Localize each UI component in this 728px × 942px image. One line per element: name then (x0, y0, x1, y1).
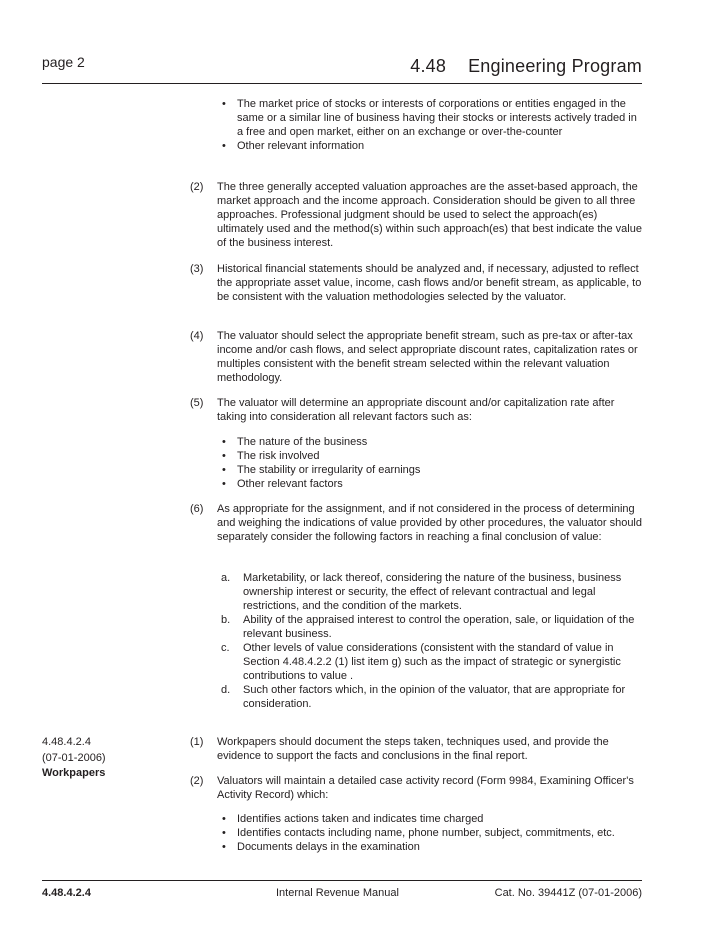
lettered-list (190, 571, 642, 711)
paragraph-number: (4) (190, 330, 204, 342)
list-item (190, 613, 642, 641)
item-text: Ability of the appraised interest to control the operation, sale, or liquidation of the relevant business. (243, 614, 635, 640)
paragraph-text: As appropriate for the assignment, and if not considered in the process of determining and weighing the indications of value provided by other procedures, the valuator should separately consider the following factors in reaching a final conclusion of value: (217, 503, 642, 543)
list-item (190, 571, 642, 613)
section-sidebar (42, 735, 106, 782)
section-caption: Workpapers (42, 767, 106, 780)
list-item (190, 683, 642, 711)
list-item: • The stability or irregularity of earnings (190, 463, 642, 477)
paragraph-text: Historical financial statements should be analyzed and, if necessary, adjusted to reflect the appropriate asset value, income, cash flows and/or benefit stream, as applicable, to be consistent with the valuation methodologies selected by the valuator. (217, 263, 642, 303)
section-id: 4.48.4.2.4 (42, 736, 91, 748)
paragraph-number: (3) (190, 263, 204, 275)
factor-bullet-list (190, 435, 642, 491)
list-item: • The nature of the business (190, 435, 642, 449)
footer-section-id: 4.48.4.2.4 (42, 887, 91, 899)
paragraph-text: Workpapers should document the steps taken, techniques used, and provide the evidence to support the facts and conclusions in the final report. (217, 736, 609, 762)
paragraph-text: The three generally accepted valuation approaches are the asset-based approach, the market approach and the income approach. Consideration should be given to all three approaches. Professional judgment should be used to select the approach(es) ultimately used and the method(s) within such approach(es) that best indicate the value of the business interest. (217, 181, 642, 249)
paragraph-6 (190, 502, 642, 544)
footer-manual-title: Internal Revenue Manual (276, 887, 399, 899)
paragraph-5 (190, 396, 642, 424)
workpapers-paragraph-2 (190, 774, 642, 802)
list-item: • Documents delays in the examination (190, 840, 642, 854)
workpapers-paragraph-1 (190, 735, 642, 763)
section-title: Engineering Program (468, 56, 642, 76)
paragraph-number: (2) (190, 775, 204, 787)
header-divider (42, 83, 642, 84)
footer-catalog-number: Cat. No. 39441Z (07-01-2006) (494, 887, 642, 899)
paragraph-text: Valuators will maintain a detailed case activity record (Form 9984, Examining Officer's Activity Record) which: (217, 775, 634, 801)
item-text: Other levels of value considerations (consistent with the standard of value in Section 4.48.4.2.2 (1) list item g) such as the impact of strategic or synergistic contributions to value . (243, 642, 621, 682)
paragraph-3 (190, 262, 642, 304)
workpapers-bullet-list (190, 812, 642, 854)
page-number: page 2 (42, 54, 85, 70)
paragraph-text: The valuator will determine an appropriate discount and/or capitalization rate after taking into consideration all relevant factors such as: (217, 397, 615, 423)
item-text: Such other factors which, in the opinion of the valuator, that are appropriate for consideration. (243, 684, 626, 710)
paragraph-2 (190, 180, 642, 250)
item-letter: c. (221, 642, 230, 654)
paragraph-number: (6) (190, 503, 204, 515)
footer-divider (42, 880, 642, 881)
section-heading (410, 56, 642, 77)
paragraph-number: (2) (190, 181, 204, 193)
list-item: • The risk involved (190, 449, 642, 463)
list-item: • Identifies actions taken and indicates time charged (190, 812, 642, 826)
list-item: • Identifies contacts including name, phone number, subject, commitments, etc. (190, 826, 642, 840)
continued-bullet-list (190, 97, 642, 153)
item-letter: d. (221, 684, 231, 696)
section-number: 4.48 (410, 56, 447, 76)
item-letter: a. (221, 572, 231, 584)
paragraph-text: The valuator should select the appropriate benefit stream, such as pre-tax or after-tax income and/or cash flows, and select appropriate discount rates, capitalization rates or multiples consistent with the benefit stream selected within the relevant valuation methodology. (217, 330, 638, 384)
paragraph-number: (1) (190, 736, 204, 748)
list-item: • Other relevant factors (190, 477, 642, 491)
list-item: • The market price of stocks or interests of corporations or entities engaged in the same or a similar line of business having their stocks or interests actively traded in a free and open market, either on an exchange or over-the-counter (190, 97, 642, 139)
paragraph-number: (5) (190, 397, 204, 409)
section-date: (07-01-2006) (42, 751, 106, 764)
list-item: • Other relevant information (190, 139, 642, 153)
paragraph-4 (190, 329, 642, 385)
item-text: Marketability, or lack thereof, considering the nature of the business, business ownership interest or security, the effect of relevant contractual and legal restrictions, and the condition of the markets. (243, 572, 622, 612)
item-letter: b. (221, 614, 231, 626)
list-item (190, 641, 642, 683)
